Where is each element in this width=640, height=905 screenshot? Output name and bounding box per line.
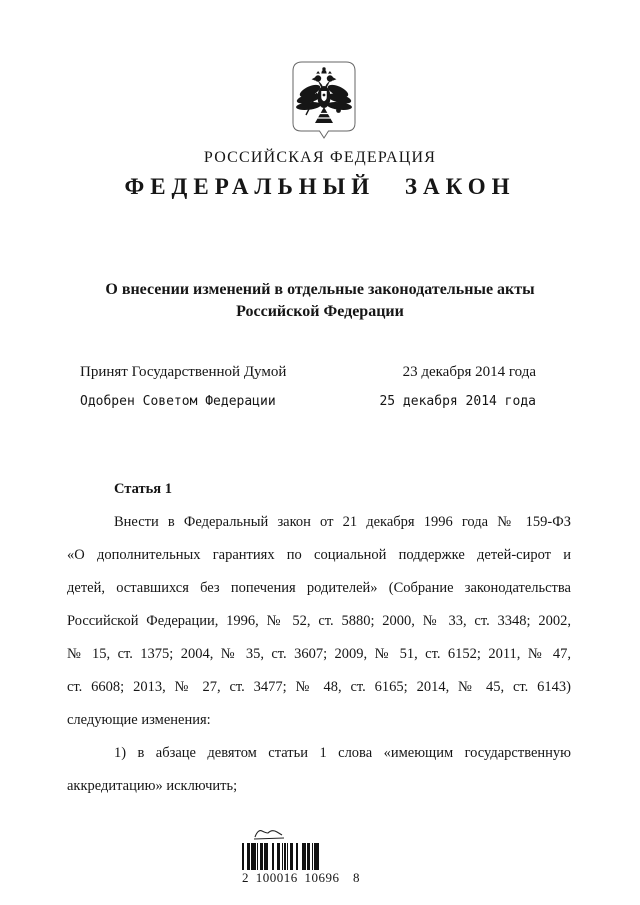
body-line: 1) в абзаце девятом статьи 1 слова «имеющим государственную [114,745,571,761]
body-line: аккредитацию» исключить; [67,778,238,794]
council-approval-label: Одобрен Советом Федерации [80,394,276,409]
barcode-bars [242,843,320,870]
duma-adoption-date: 23 декабря 2014 года [402,364,536,380]
registration-barcode [242,826,360,886]
article-heading: Статья 1 [114,481,172,497]
russian-coat-of-arms-icon [292,60,356,140]
document-title [70,279,570,322]
body-line: № 15, ст. 1375; 2004, № 35, ст. 3607; 2009, № 51, ст. 6152; 2011, № 47, [67,646,571,662]
body-line: Российской Федерации, 1996, № 52, ст. 5880; 2000, № 33, ст. 3348; 2002, [67,613,571,629]
body-line: следующие изменения: [67,712,211,728]
adoption-block [80,364,536,409]
duma-adoption-row [80,364,536,381]
body-line: детей, оставшихся без попечения родителей» (Собрание законодательства [67,580,571,596]
body-line: «О дополнительных гарантиях по социальной поддержке детей-сирот и [67,547,571,563]
body-line: Внести в Федеральный закон от 21 декабря 1996 года № 159-ФЗ [114,514,571,530]
document-type-heading: ФЕДЕРАЛЬНЫЙ ЗАКОН [124,174,516,199]
country-name: РОССИЙСКАЯ ФЕДЕРАЦИЯ [203,149,437,166]
law-body-text [67,473,571,803]
body-line: ст. 6608; 2013, № 27, ст. 3477; № 48, ст. 6165; 2014, № 45, ст. 6143) [67,679,571,695]
handwritten-mark-icon [252,826,286,842]
document-title-line1: О внесении изменений в отдельные законодательные акты [105,281,535,298]
council-approval-row [80,394,536,409]
barcode-digits: 2 100016 10696 8 [242,870,360,885]
duma-adoption-label: Принят Государственной Думой [80,364,287,380]
double-headed-eagle [296,67,353,123]
council-approval-date: 25 декабря 2014 года [379,394,536,409]
document-title-line2: Российской Федерации [236,302,404,320]
